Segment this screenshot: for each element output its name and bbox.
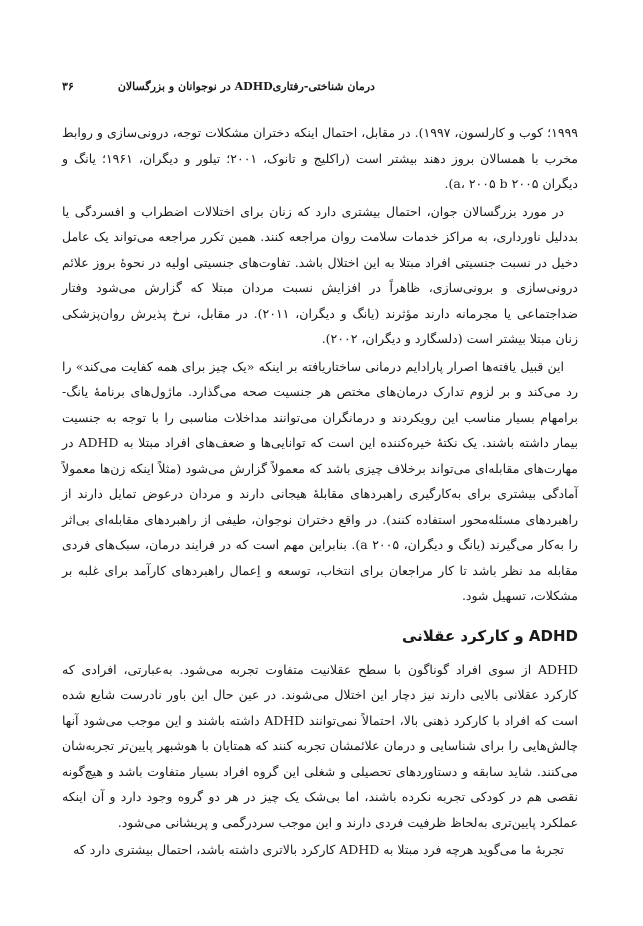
page-number: ۳۶ xyxy=(62,80,74,93)
paragraph-2: در مورد بزرگسالان جوان، احتمال بیشتری دارد که زنان برای اختلالات اضطراب و افسردگی یا بددلیل ناورداری، به مراکز خدمات سلامت روان مراجعه کنند. همین تکرر مراجعه می‌تواند یک عامل دخیل در نسبت جنسیتی افراد مبتلا به این اختلال باشد. تفاوت‌های جنسیتی اولیه در نحوهٔ بروز علائم درونی‌سازی و برونی‌سازی، ظاهراً در افزایش نسبت مردان مبتلا که گزارش می‌شود وفتار ضداجتماعی یا مجرمانه دارند مؤثرند (یانگ و دیگران، ۲۰۱۱). در مقابل، نرخ پذیرش روان‌پزشکی زنان مبتلا بیشتر است (دلسگارد و دیگران، ۲۰۰۲). xyxy=(62,203,578,346)
running-header xyxy=(62,80,575,93)
running-title: درمان شناختی-رفتاریADHD در نوجوانان و بزرگسالان xyxy=(117,80,375,93)
paragraph-4: ADHD از سوی افراد گوناگون با سطح عقلانیت متفاوت تجربه می‌شود. به‌عبارتی، افرادی که کارکرد عقلانی بالایی دارند نیز دچار این اختلال می‌شوند. در عین حال این باور نادرست شایع شده است که افراد با کارکرد ذهنی بالا، احتمالاً نمی‌توانند ADHD داشته باشند و این موجب می‌شود آنها چالش‌هایی را برای شناسایی و درمان علائمشان تجربه کنند که همتایان با هوشبهر پایین‌تر تجربه‌شان می‌کنند. شاید سابقه و دستاوردهای تحصیلی و شغلی این گروه افراد بسیار متفاوت باشد و هیچ‌گونه نقصی هم در کودکی تجربه نکرده باشند، اما بی‌شک یک چیز در هر دو گروه وجود دارد و آن اینکه عملکرد پایین‌تری به‌لحاظ ظرفیت فردی دارند و این موجب سردرگمی و پریشانی می‌شود. xyxy=(62,661,578,830)
body-text xyxy=(62,120,578,863)
paragraph-3: این قبیل یافته‌ها اصرار پارادایم درمانی ساختاریافته بر اینکه «یک چیز برای همه کفایت می‌کند» را رد می‌کند و بر لزوم تدارک درمان‌های مختص هر جنسیت صحه می‌گذارد. ماژول‌های برنامهٔ یانگ-برامهام بسیار مناسب این رویکردند و درمانگران می‌توانند مداخلات مناسبی را با توجه به جنسیت بیمار داشته باشند. یک نکتهٔ خیره‌کننده این است که توانایی‌ها و ضعف‌های افراد مبتلا به ADHD در مهارت‌های مقابله‌ای می‌تواند برخلاف چیزی باشد که معمولاً گزارش می‌شود (مثلاً اینکه زن‌ها معمولاً آمادگی بیشتری برای به‌کارگیری راهبردهای مقابلهٔ هیجانی دارند و مردان درعوض تمایل دارند از راهبردهای مسئله‌محور استفاده کنند). در واقع دختران نوجوان، طیفی از راهبردهای مقابله‌ای بی‌اثر را به‌کار می‌گیرند (یانگ و دیگران، ۲۰۰۵ a). بنابراین مهم است که در فرایند درمان، سبک‌های فردی مقابله مد نظر باشد تا کار مراجعان برای انتخاب، توسعه و اِعمال راهبردهای کارآمد برای غلبه بر مشکلات، تسهیل شود. xyxy=(62,358,578,603)
section-heading: ADHD و کارکرد عقلانی xyxy=(401,626,578,645)
paragraph-5: تجربهٔ ما می‌گوید هرچه فرد مبتلا به ADHD کارکرد بالاتری داشته باشد، احتمال بیشتری دارد که xyxy=(73,842,564,857)
paragraph-1: ۱۹۹۹؛ کوب و کارلسون، ۱۹۹۷). در مقابل، احتمال اینکه دختران مشکلات توجه، درونی‌سازی و روابط مخرب با همسالان بروز دهند بیشتر است (راکلیج و تانوک، ۲۰۰۱؛ تیلور و دیگران، ۱۹۶۱؛ یانگ و دیگران ۲۰۰۵ a، ۲۰۰۵ b). xyxy=(62,125,578,191)
